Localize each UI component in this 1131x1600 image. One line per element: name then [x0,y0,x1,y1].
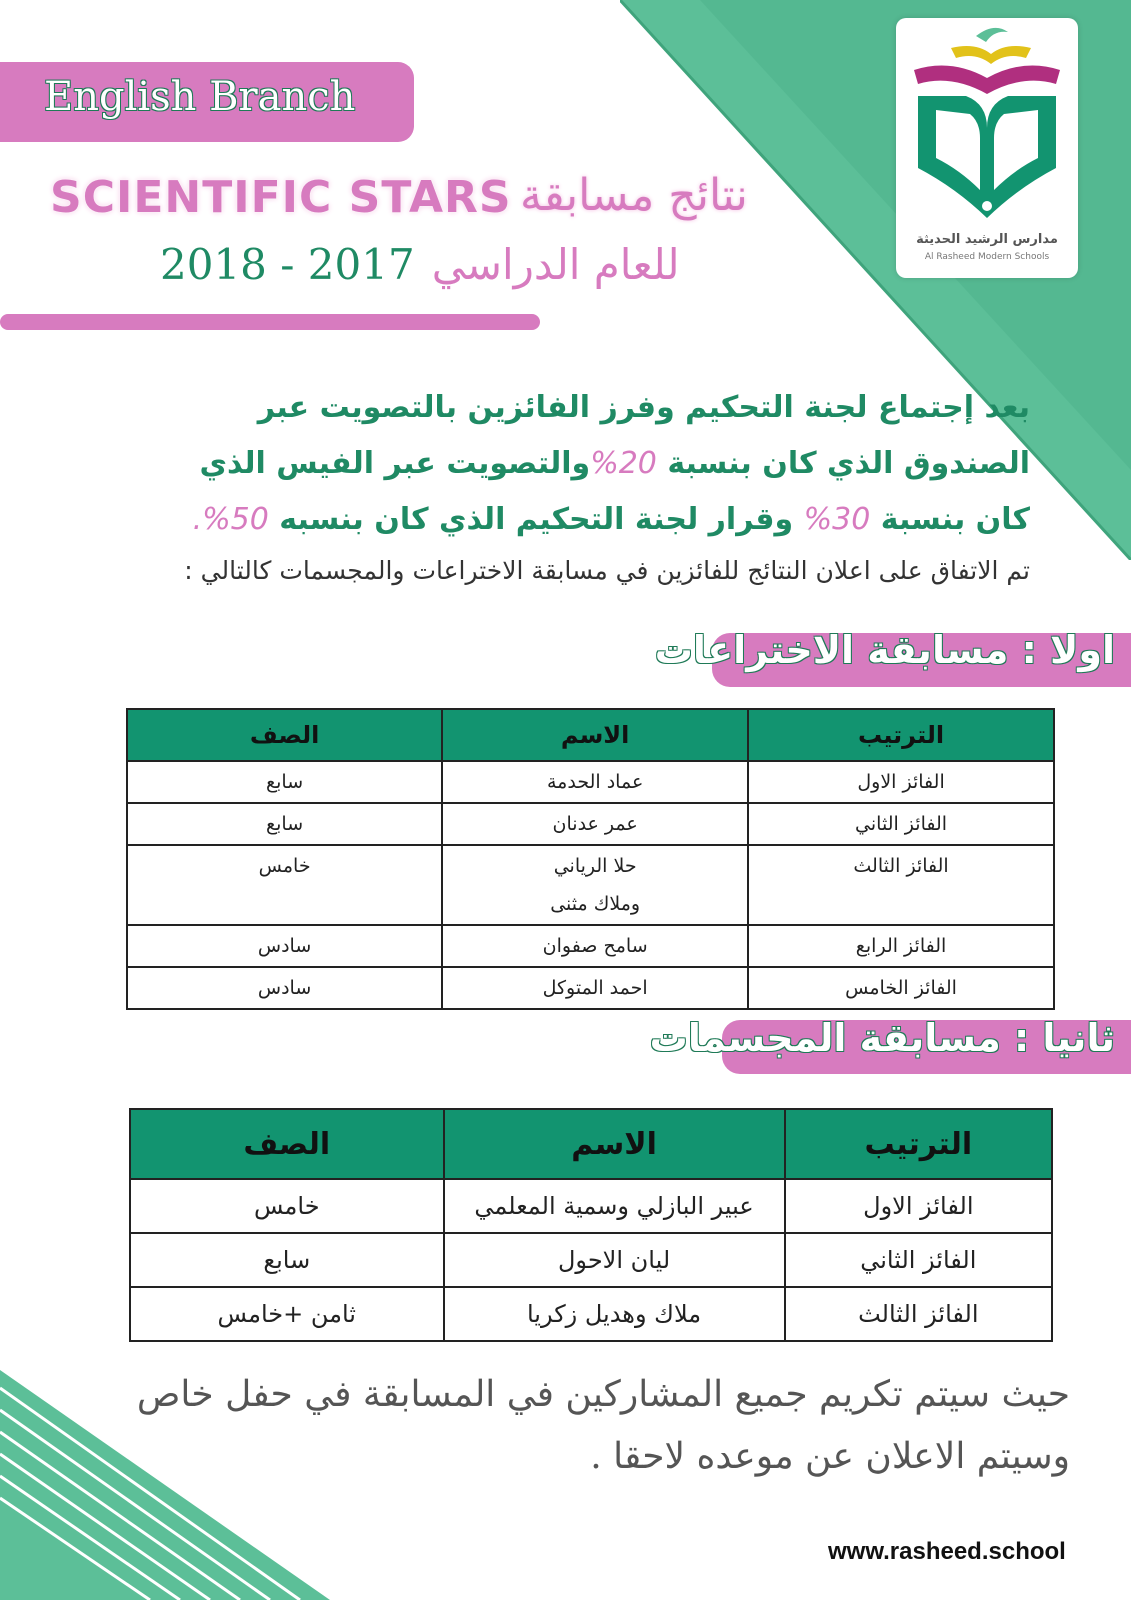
name-line-1: حلا الرياني [553,855,637,877]
logo-arabic-name: مدارس الرشيد الحديثة [916,232,1058,247]
table-row [127,845,1054,925]
intro-line-1: بعد إجتماع لجنة التحكيم وفرز الفائزين بالتصويت عبر [257,390,1030,425]
title-arabic: نتائج مسابقة [520,170,748,221]
grade-cell: سادس [127,925,442,967]
closing-line-2: وسيتم الاعلان عن موعده لاحقا . [590,1436,1070,1477]
table-row [127,761,1054,803]
rank-cell: الفائز الثاني [785,1233,1052,1287]
logo-english-name: Al Rasheed Modern Schools [924,252,1050,262]
header-rank: الترتيب [785,1109,1052,1179]
rank-cell: الفائز الثالث [748,845,1054,925]
header-name: الاسم [444,1109,785,1179]
header-rank: الترتيب [748,709,1054,761]
closing-note [60,1364,1070,1488]
banner-label: English Branch [44,74,356,120]
name-cell: ملاك وهديل زكريا [444,1287,785,1341]
title-english: SCIENTIFIC STARS [50,172,512,223]
table-header-row [130,1109,1052,1179]
intro-line-3-start: كان بنسبة [870,502,1030,537]
title-underline-bar [0,308,540,332]
intro-line-2-end: والتصويت عبر الفيس الذي [199,446,591,481]
academic-year [160,240,680,289]
percent-50: 50%. [192,502,269,537]
rank-cell: الفائز الثاني [748,803,1054,845]
intro-line-3-middle: وقرار لجنة التحكيم الذي كان بنسبه [268,502,804,537]
grade-cell: خامس [127,845,442,925]
percent-20: 20% [590,446,657,481]
rank-cell: الفائز الثالث [785,1287,1052,1341]
name-cell: سامح صفوان [442,925,748,967]
table-row [130,1233,1052,1287]
table-row [127,967,1054,1009]
year-numbers: 2018 - 2017 [160,240,415,289]
name-cell [442,845,748,925]
table-row [127,803,1054,845]
grade-cell: خامس [130,1179,444,1233]
name-line-2: وملاك مثنى [550,893,641,915]
table-row [130,1287,1052,1341]
percent-30: 30% [803,502,871,537]
name-cell: ليان الاحول [444,1233,785,1287]
table-row [130,1179,1052,1233]
table-row [127,925,1054,967]
grade-cell: ثامن +خامس [130,1287,444,1341]
year-label: للعام الدراسي [431,240,680,289]
models-results-table [129,1108,1053,1342]
name-cell: عبير البازلي وسمية المعلمي [444,1179,785,1233]
intro-line-2-start: الصندوق الذي كان بنسبة [656,446,1030,481]
header-grade: الصف [130,1109,444,1179]
section2-label: ثانيا : مسابقة المجسمات [649,1016,1115,1060]
intro-line-2 [40,436,1030,492]
grade-cell: سادس [127,967,442,1009]
closing-line-1: حيث سيتم تكريم جميع المشاركين في المسابقة في حفل خاص [136,1374,1070,1415]
announcement-line: تم الاتفاق على اعلان النتائج للفائزين في مسابقة الاختراعات والمجسمات كالتالي : [184,556,1030,585]
name-cell: عماد الحدمة [442,761,748,803]
intro-paragraph [40,380,1030,548]
name-cell: احمد المتوكل [442,967,748,1009]
name-cell: عمر عدنان [442,803,748,845]
grade-cell: سابع [127,761,442,803]
inventions-results-table [126,708,1055,1010]
header-grade: الصف [127,709,442,761]
rank-cell: الفائز الاول [748,761,1054,803]
grade-cell: سابع [127,803,442,845]
rank-cell: الفائز الخامس [748,967,1054,1009]
header-name: الاسم [442,709,748,761]
rank-cell: الفائز الرابع [748,925,1054,967]
table-header-row [127,709,1054,761]
intro-line-3 [40,492,1030,548]
book-emblem-icon [896,18,1078,233]
website-link[interactable]: www.rasheed.school [828,1538,1066,1565]
rank-cell: الفائز الاول [785,1179,1052,1233]
section1-label: اولا : مسابقة الاختراعات [654,628,1115,672]
grade-cell: سابع [130,1233,444,1287]
